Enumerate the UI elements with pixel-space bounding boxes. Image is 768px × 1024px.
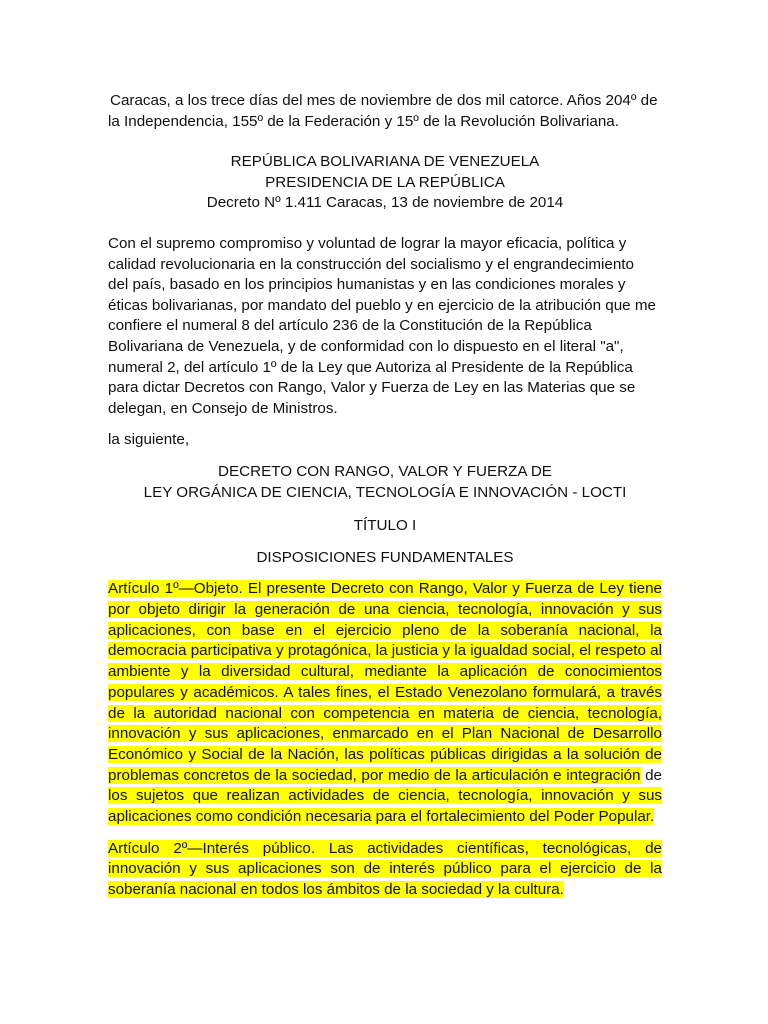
decree-title-line2: LEY ORGÁNICA DE CIENCIA, TECNOLOGÍA E INNOVACIÓN - LOCTI — [143, 483, 627, 501]
titulo-text: TÍTULO I — [353, 517, 417, 535]
decree-title-block — [108, 462, 662, 503]
la-siguiente: la siguiente, — [108, 431, 190, 449]
document-body — [108, 91, 662, 901]
intro-paragraph: Caracas, a los trece días del mes de noviembre de dos mil catorce. Años 204º de la Independencia, 155º de la Federación y 15º de la Revolución Bolivariana. — [108, 92, 658, 130]
article-1-highlighted: Artículo 1º—Objeto. El presente Decreto con Rango, Valor y Fuerza de Ley tiene por objeto dirigir la generación de una ciencia, tecnología, innovación y sus aplicaciones, con base en el ejercicio pleno de la soberanía nacional, la democracia participativa y protagónica, la justicia y la igualdad social, el respeto al ambiente y la diversidad cultural, mediante la aplicación de conocimientos populares y académicos. A tales fines, el Estado Venezolano formulará, a través de la autoridad nacional con competencia en materia de ciencia, tecnología, innovación y sus aplicaciones, enmarcado en el Plan Nacional de Desarrollo Económico y Social de la Nación, las políticas públicas dirigidas a la solución de problemas concretos de la sociedad, por medio de la articulación e integración — [108, 580, 662, 784]
article-1-plain: de — [640, 766, 662, 784]
article-1-highlighted-tail: los sujetos que realizan actividades de ciencia, tecnología, innovación y sus aplicaciones como condición necesaria para el fortalecimiento del Poder Popular. — [108, 787, 662, 826]
section-text: DISPOSICIONES FUNDAMENTALES — [256, 548, 514, 566]
section-heading — [108, 548, 662, 569]
article-2 — [108, 839, 662, 901]
decree-title-line1: DECRETO CON RANGO, VALOR Y FUERZA DE — [218, 462, 552, 480]
header-presidency: PRESIDENCIA DE LA REPÚBLICA — [265, 173, 505, 191]
header-republic: REPÚBLICA BOLIVARIANA DE VENEZUELA — [230, 153, 540, 171]
titulo-heading — [108, 516, 662, 537]
header-block — [108, 152, 662, 214]
header-decree-number: Decreto Nº 1.411 Caracas, 13 de noviembre de 2014 — [206, 194, 564, 212]
article-2-highlighted: Artículo 2º—Interés público. Las actividades científicas, tecnológicas, de innovación y sus aplicaciones son de interés público para el ejercicio de la soberanía nacional en todos los ámbitos de la sociedad y la cultura. — [108, 839, 662, 899]
article-1 — [108, 579, 662, 827]
preamble-paragraph: Con el supremo compromiso y voluntad de lograr la mayor eficacia, política y calidad revolucionaria en la construcción del socialismo y el engrandecimiento del país, basado en los principios humanistas y en las condiciones morales y éticas bolivarianas, por mandato del pueblo y en ejercicio de la atribución que me confiere el numeral 8 del artículo 236 de la Constitución de la República Bolivariana de Venezuela, y de conformidad con lo dispuesto en el literal "a", numeral 2, del artículo 1º de la Ley que Autoriza al Presidente de la República para dictar Decretos con Rango, Valor y Fuerza de Ley en las Materias que se delegan, en Consejo de Ministros. — [108, 234, 656, 417]
